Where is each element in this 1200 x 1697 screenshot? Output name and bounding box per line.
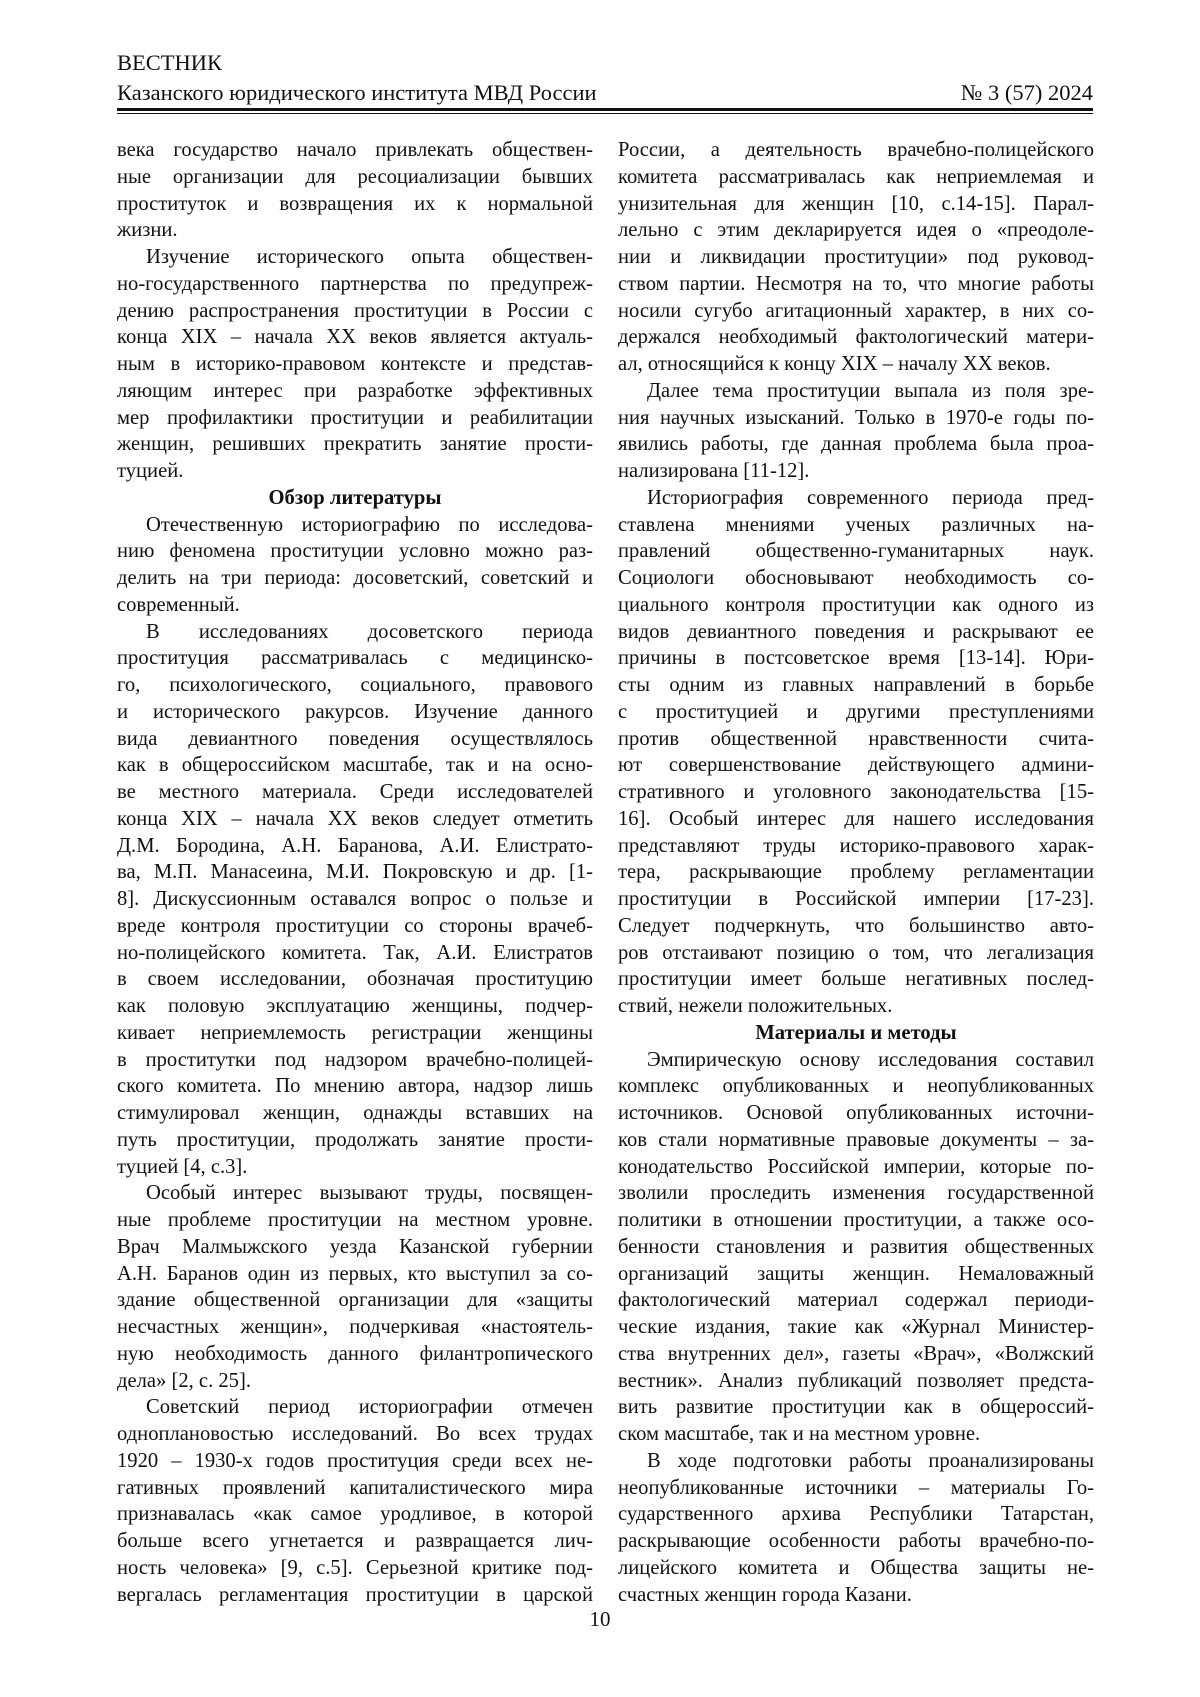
text-line: явились работы, где данная проблема была проа- — [618, 431, 1094, 458]
text-line: Социологи обосновывают необходимость со- — [618, 565, 1094, 592]
text-line: сты одним из главных направлений в борьбе — [618, 672, 1094, 699]
text-line: дению распространения проституции в России с — [117, 298, 593, 325]
text-line: А.Н. Баранов один из первых, кто выступил за со- — [117, 1261, 593, 1288]
text-line: Далее тема проституции выпала из поля зре- — [618, 378, 1094, 405]
journal-title: ВЕСТНИК — [117, 48, 1093, 78]
text-line: держался необходимый фактологический матери- — [618, 324, 1094, 351]
text-line: вить развитие проституции как в общероссий- — [618, 1394, 1094, 1421]
text-line: циального контроля проституции как одного из — [618, 592, 1094, 619]
text-line: правлений общественно-гуманитарных наук. — [618, 538, 1094, 565]
text-line: ные проблеме проституции на местном уровне. — [117, 1207, 593, 1234]
text-line: представляют труды историко-правового харак- — [618, 833, 1094, 860]
text-line: как половую эксплуатацию женщины, подчер- — [117, 993, 593, 1020]
text-line: как в общероссийском масштабе, так и на осно- — [117, 752, 593, 779]
text-line: века государство начало привлекать обществен- — [117, 137, 593, 164]
text-line: нализирована [11-12]. — [618, 458, 1094, 485]
text-line: России, а деятельность врачебно-полицейского — [618, 137, 1094, 164]
text-line: Изучение исторического опыта обществен- — [117, 244, 593, 271]
text-line: туцией. — [117, 458, 593, 485]
text-line: против общественной нравственности счита- — [618, 726, 1094, 753]
text-line: ные организации для ресоциализации бывших — [117, 164, 593, 191]
text-line: унизительная для женщин [10, с.14-15]. Парал- — [618, 191, 1094, 218]
paragraph — [117, 512, 593, 619]
text-line: и исторического ракурсов. Изучение данного — [117, 699, 593, 726]
text-line: ве местного материала. Среди исследователей — [117, 779, 593, 806]
text-line: неопубликованные источники – материалы Го- — [618, 1475, 1094, 1502]
text-line: 16]. Особый интерес для нашего исследования — [618, 806, 1094, 833]
text-line: ния научных изысканий. Только в 1970-е годы по- — [618, 405, 1094, 432]
text-line: ют совершенствование действующего админи- — [618, 752, 1094, 779]
text-line: несчастных женщин», подчеркивая «настоятель- — [117, 1314, 593, 1341]
text-line: ском масштабе, так и на местном уровне. — [618, 1421, 1094, 1448]
text-line: Отечественную историографию по исследова- — [117, 512, 593, 539]
text-line: больше всего угнетается и развращается лич- — [117, 1528, 593, 1555]
text-line: ва, М.П. Манасеина, М.И. Покровскую и др. [1- — [117, 859, 593, 886]
text-line: вреде контроля проституции со стороны врачеб- — [117, 913, 593, 940]
text-line: но-государственного партнерства по предупреж- — [117, 271, 593, 298]
text-line: в своем исследовании, обозначая проституцию — [117, 966, 593, 993]
text-line: комплекс опубликованных и неопубликованных — [618, 1073, 1094, 1100]
text-line: путь проституции, продолжать занятие прости- — [117, 1127, 593, 1154]
text-line: носили сугубо агитационный характер, в них со- — [618, 298, 1094, 325]
text-line: лельно с этим декларируется идея о «преодоле- — [618, 217, 1094, 244]
text-line: Врач Малмыжского уезда Казанской губернии — [117, 1234, 593, 1261]
text-line: конца XIX – начала XX веков является актуаль- — [117, 324, 593, 351]
paragraph — [618, 1448, 1094, 1609]
page-number: 10 — [0, 1607, 1200, 1632]
text-line: Д.М. Бородина, А.Н. Баранова, А.И. Елистрато- — [117, 833, 593, 860]
text-line: ставлена мнениями ученых различных на- — [618, 512, 1094, 539]
text-line: нию феномена проституции условно можно раз- — [117, 538, 593, 565]
text-line: видов девиантного поведения и раскрывают ее — [618, 619, 1094, 646]
text-line: лицейского комитета и Общества защиты не- — [618, 1555, 1094, 1582]
text-line: раскрывающие особенности работы врачебно-по- — [618, 1528, 1094, 1555]
text-line: проституции имеет больше негативных послед- — [618, 966, 1094, 993]
text-line: конодательство Российской империи, которые по- — [618, 1154, 1094, 1181]
text-line: В исследованиях досоветского периода — [117, 619, 593, 646]
text-line: Эмпирическую основу исследования составил — [618, 1047, 1094, 1074]
text-line: кивает неприемлемость регистрации женщины — [117, 1020, 593, 1047]
text-line: нии и ликвидации проституции» под руковод- — [618, 244, 1094, 271]
text-line: комитета рассматривалась как неприемлемая и — [618, 164, 1094, 191]
text-line: политики в отношении проституции, а также осо- — [618, 1207, 1094, 1234]
text-line: Особый интерес вызывают труды, посвящен- — [117, 1180, 593, 1207]
text-line: В ходе подготовки работы проанализированы — [618, 1448, 1094, 1475]
text-line: ков стали нормативные правовые документы – за- — [618, 1127, 1094, 1154]
text-line: сударственного архива Республики Татарстан, — [618, 1501, 1094, 1528]
text-line: Следует подчеркнуть, что большинство авто- — [618, 913, 1094, 940]
text-line: ческие издания, такие как «Журнал Министер- — [618, 1314, 1094, 1341]
paragraph — [117, 244, 593, 485]
text-line: зволили проследить изменения государственной — [618, 1180, 1094, 1207]
paragraph — [117, 1394, 593, 1608]
text-line: счастных женщин города Казани. — [618, 1582, 1094, 1609]
section-heading: Материалы и методы — [618, 1020, 1094, 1047]
text-line: ства внутренних дел», газеты «Врач», «Волжский — [618, 1341, 1094, 1368]
text-line: вергалась регламентация проституции в царской — [117, 1582, 593, 1609]
paragraph — [618, 137, 1094, 378]
text-line: с проституцией и другими преступлениями — [618, 699, 1094, 726]
journal-subtitle: Казанского юридического института МВД России — [117, 78, 597, 108]
text-line: туцией [4, с.3]. — [117, 1154, 593, 1181]
issue-number: № 3 (57) 2024 — [961, 78, 1093, 108]
text-line: современный. — [117, 592, 593, 619]
paragraph — [117, 1180, 593, 1394]
text-line: 1920 – 1930-х годов проституция среди всех не- — [117, 1448, 593, 1475]
text-line: мер профилактики проституции и реабилитации — [117, 405, 593, 432]
text-line: Историография современного периода пред- — [618, 485, 1094, 512]
text-line: го, психологического, социального, правового — [117, 672, 593, 699]
header-double-rule — [117, 108, 1093, 114]
text-line: конца XIX – начала XX веков следует отметить — [117, 806, 593, 833]
text-line: проституция рассматривалась с медицинско- — [117, 645, 593, 672]
paragraph — [117, 137, 593, 244]
left-column — [117, 137, 593, 1608]
text-line: в проститутки под надзором врачебно-полицей- — [117, 1047, 593, 1074]
text-line: стративного и уголовного законодательства [15- — [618, 779, 1094, 806]
paragraph — [618, 378, 1094, 485]
text-line: ную необходимость данного филантропического — [117, 1341, 593, 1368]
right-column — [618, 137, 1094, 1608]
text-line: дела» [2, с. 25]. — [117, 1368, 593, 1395]
text-line: ность человека» [9, с.5]. Серьезной критике под- — [117, 1555, 593, 1582]
text-line: ров отстаивают позицию о том, что легализация — [618, 940, 1094, 967]
paragraph — [618, 485, 1094, 1020]
section-heading: Обзор литературы — [117, 485, 593, 512]
text-line: 8]. Дискуссионным оставался вопрос о пользе и — [117, 886, 593, 913]
text-line: но-полицейского комитета. Так, А.И. Елистратов — [117, 940, 593, 967]
text-line: ал, относящийся к концу XIX – началу XX веков. — [618, 351, 1094, 378]
text-line: ством партии. Несмотря на то, что многие работы — [618, 271, 1094, 298]
text-line: проституток и возвращения их к нормальной — [117, 191, 593, 218]
text-line: тера, раскрывающие проблему регламентации — [618, 859, 1094, 886]
text-line: организаций защиты женщин. Немаловажный — [618, 1261, 1094, 1288]
text-line: источников. Основой опубликованных источни- — [618, 1100, 1094, 1127]
text-line: причины в постсоветское время [13-14]. Юри- — [618, 645, 1094, 672]
text-line: фактологический материал содержал периоди- — [618, 1287, 1094, 1314]
running-header — [117, 48, 1093, 108]
paragraph — [618, 1047, 1094, 1448]
text-line: Советский период историографии отмечен — [117, 1394, 593, 1421]
text-line: ствий, нежели положительных. — [618, 993, 1094, 1020]
text-line: здание общественной организации для «защиты — [117, 1287, 593, 1314]
text-line: ского комитета. По мнению автора, надзор лишь — [117, 1073, 593, 1100]
text-line: признавалась «как самое уродливое, в которой — [117, 1501, 593, 1528]
text-line: проституции в Российской империи [17-23]. — [618, 886, 1094, 913]
text-line: гативных проявлений капиталистического мира — [117, 1475, 593, 1502]
text-line: одноплановостью исследований. Во всех трудах — [117, 1421, 593, 1448]
text-line: вестник». Анализ публикаций позволяет предста- — [618, 1368, 1094, 1395]
text-line: вида девиантного поведения осуществлялось — [117, 726, 593, 753]
text-line: ным в историко-правовом контексте и представ- — [117, 351, 593, 378]
text-line: делить на три периода: досоветский, советский и — [117, 565, 593, 592]
text-line: бенности становления и развития общественных — [618, 1234, 1094, 1261]
paragraph — [117, 619, 593, 1181]
text-line: жизни. — [117, 217, 593, 244]
text-line: ляющим интерес при разработке эффективных — [117, 378, 593, 405]
text-line: женщин, решивших прекратить занятие прости- — [117, 431, 593, 458]
text-line: стимулировал женщин, однажды вставших на — [117, 1100, 593, 1127]
